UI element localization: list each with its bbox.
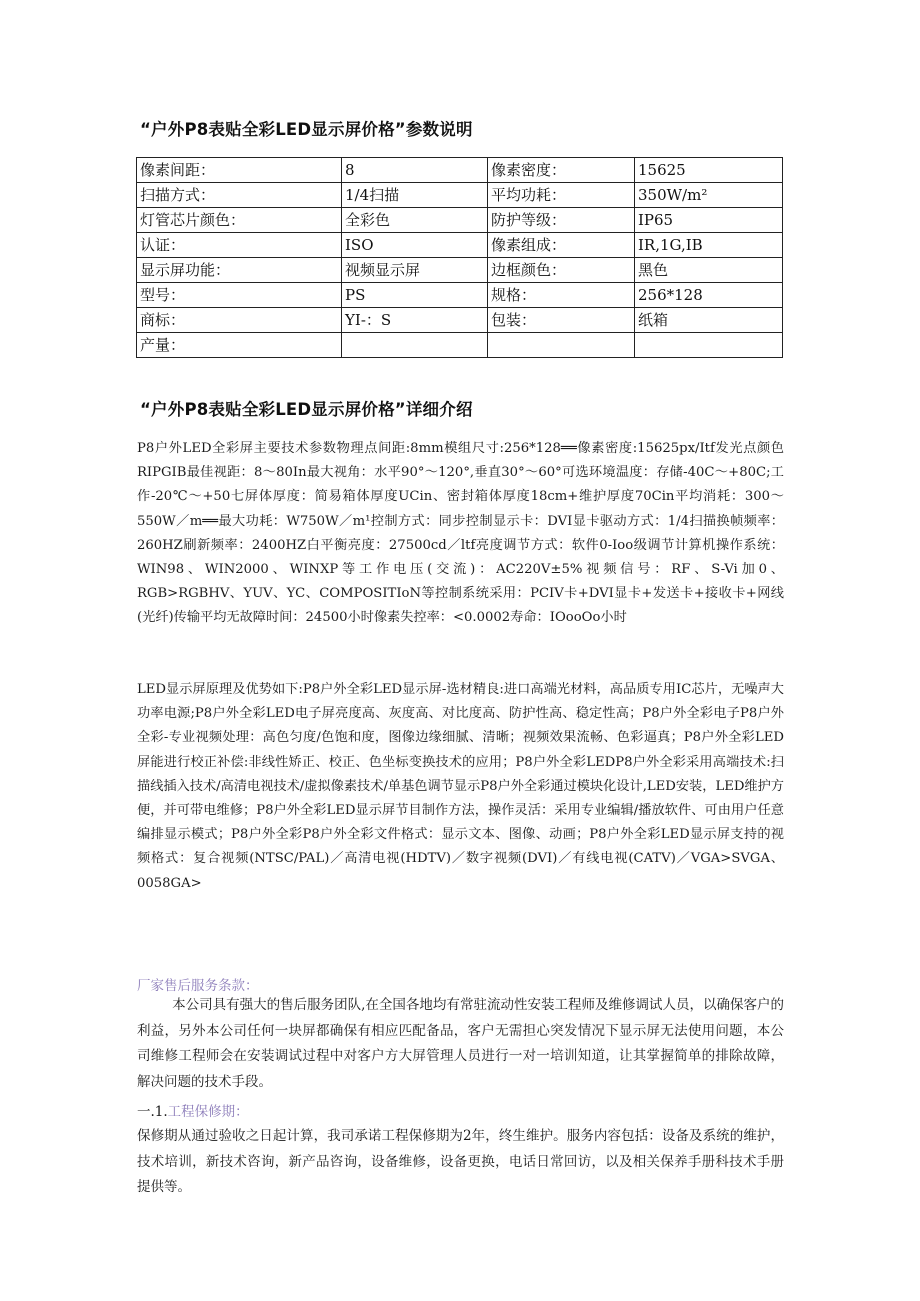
warranty-paragraph: 保修期从通过验收之日起计算，我司承诺工程保修期为2年，终生维护。服务内容包括：设备及系统的维护，技术培训，新技术咨询，新产品咨询，设备维修，设备更换，电话日常回访，以及相关保养手册科技术手册提供等。 (137, 1128, 784, 1195)
spec-value: 视频显示屏 (342, 258, 488, 283)
spec-value: IR,1G,IB (635, 233, 783, 258)
spec-label: 包装： (488, 308, 635, 333)
table-row (137, 233, 783, 258)
table-row (137, 258, 783, 283)
service-paragraph: 本公司具有强大的售后服务团队,在全国各地均有常驻流动性安装工程师及维修调试人员，以确保客户的利益，另外本公司任何一块屏都确保有相应匹配备品，客户无需担心突发情况下显示屏无法使用问题，本公司维修工程师会在安装调试过程中对客户方大屏管理人员进行一对一培训知道，让其掌握简单的排除故障，解决问题的技术手段。 (137, 997, 784, 1090)
spec-value: PS (342, 283, 488, 308)
table-row (137, 183, 783, 208)
spec-value: 全彩色 (342, 208, 488, 233)
table-row (137, 308, 783, 333)
warranty-number: 一.1. (137, 1104, 168, 1120)
spec-label: 扫描方式： (137, 183, 342, 208)
spec-label: 像素组成： (488, 233, 635, 258)
advantages-paragraph: LED显示屏原理及优势如下:P8户外全彩LED显示屏-选材精良:进口高端光材料，高品质专用IC芯片，无噪声大功率电源;P8户外全彩LED电子屏亮度高、灰度高、对比度高、防护性高、稳定性高；P8户外全彩电子P8户外全彩-专业视频处理：高色匀度/色饱和度，图像边缘细腻、清晰；视频效果流畅、色彩逼真；P8户外全彩LED屏能进行校正补偿:非线性矫正、校正、色坐标变换技术的应用；P8户外全彩LEDP8户外全彩采用高端技术:扫描线插入技术/高清电视技术/虚拟像素技术/单基色调节显示P8户外全彩通过模块化设计,LED安装，LED维护方便，并可带电维修；P8户外全彩LED显示屏节目制作方法，操作灵活：采用专业编辑/播放软件、可由用户任意编排显示模式；P8户外全彩P8户外全彩文件格式：显示文本、图像、动画；P8户外全彩LED显示屏支持的视频格式：复合视频(NTSC/PAL)／高清电视(HDTV)／数字视频(DVI)／有线电视(CATV)／VGA>SVGA、0058GA> (137, 682, 784, 891)
params-title: “户外P8表贴全彩LED显示屏价格”参数说明 (140, 120, 473, 139)
spec-label: 灯管芯片颜色： (137, 208, 342, 233)
spec-table-body (137, 158, 783, 358)
warranty-label: 工程保修期： (167, 1104, 249, 1120)
warranty-heading (137, 1100, 249, 1120)
service-heading: 厂家售后服务条款： (137, 978, 259, 994)
spec-value (342, 333, 488, 358)
spec-label: 像素密度： (488, 158, 635, 183)
spec-label: 规格： (488, 283, 635, 308)
spec-label: 平均功耗： (488, 183, 635, 208)
spec-label: 像素间距： (137, 158, 342, 183)
spec-label: 商标： (137, 308, 342, 333)
spec-value: YI-：S (342, 308, 488, 333)
spec-label: 防护等级： (488, 208, 635, 233)
spec-value: 350W/m² (635, 183, 783, 208)
table-row (137, 333, 783, 358)
spec-value: 纸箱 (635, 308, 783, 333)
spec-label: 认证： (137, 233, 342, 258)
details-title: “户外P8表贴全彩LED显示屏价格”详细介绍 (140, 400, 473, 419)
spec-label: 显示屏功能： (137, 258, 342, 283)
tech-params-paragraph: P8户外LED全彩屏主要技术参数物理点间距:8mm模组尺寸:256*128══像素密度:15625px/Itf发光点颜色RIPGIB最佳视距：8～80In最大视角：水平90°～120°,垂直30°～60°可选环境温度：存储-40C～+80C;工作-20℃～+50七屏体厚度：简易箱体厚度UCin、密封箱体厚度18cm+维护厚度70Cin平均消耗：300～550W／m══最大功耗：W750W／m¹控制方式：同步控制显示卡：DVI显卡驱动方式：1/4扫描换帧频率：260HZ刷新频率：2400HZ白平衡亮度：27500cd／ltf亮度调节方式：软件0-Ioo级调节计算机操作系统：WIN98、WIN2000、WINXP等工作电压(交流)：AC220V±5%视频信号：RF、S-Vi加0、RGB>RGBHV、YUV、YC、COMPOSITIoN等控制系统采用：PCIV卡+DVI显卡+发送卡+接收卡+网线(光纤)传输平均无故障时间：24500小时像素失控率：<0.0002寿命：IOooOo小时 (137, 441, 784, 626)
spec-value (635, 333, 783, 358)
spec-label: 边框颜色： (488, 258, 635, 283)
spec-value: 1/4扫描 (342, 183, 488, 208)
spec-label (488, 333, 635, 358)
spec-table (136, 157, 783, 358)
spec-value: 15625 (635, 158, 783, 183)
table-row (137, 208, 783, 233)
spec-label: 产量： (137, 333, 342, 358)
table-row (137, 283, 783, 308)
spec-value: 256*128 (635, 283, 783, 308)
spec-value: ISO (342, 233, 488, 258)
spec-value: 黑色 (635, 258, 783, 283)
spec-value: 8 (342, 158, 488, 183)
spec-value: IP65 (635, 208, 783, 233)
table-row (137, 158, 783, 183)
spec-label: 型号： (137, 283, 342, 308)
